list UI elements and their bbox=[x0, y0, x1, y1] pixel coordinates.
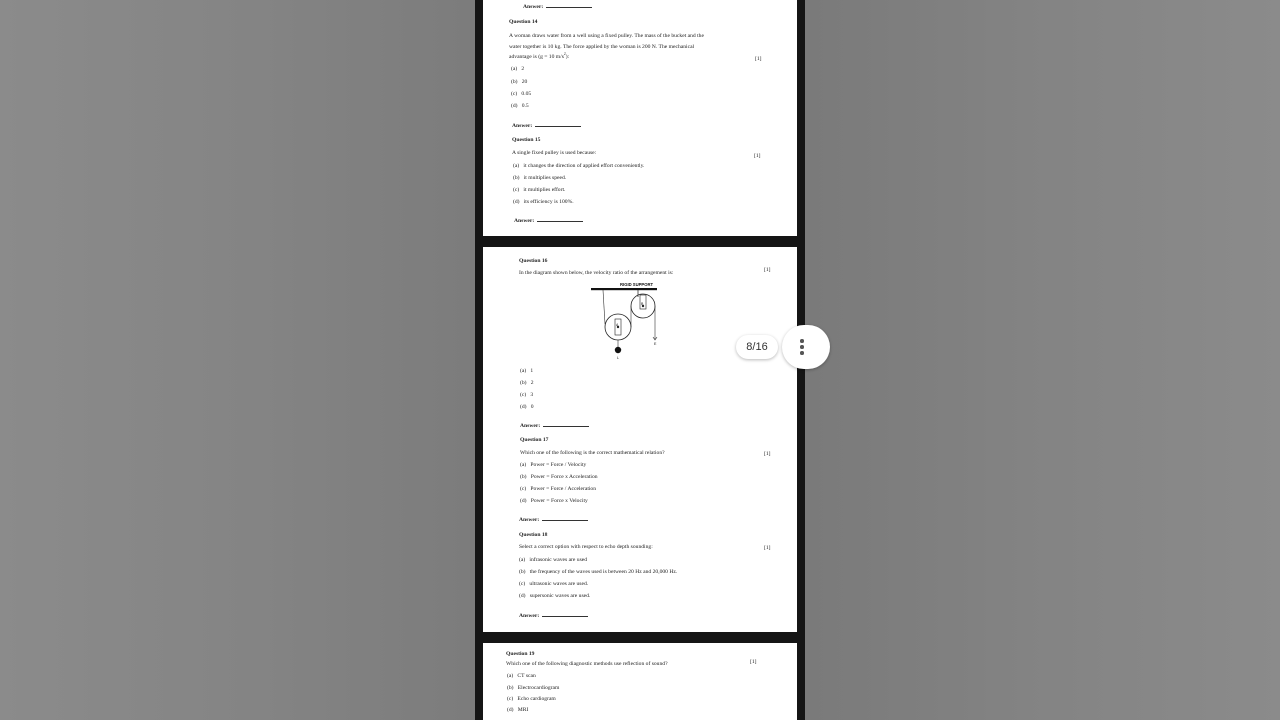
document-page-9 bbox=[483, 643, 797, 720]
option-d: (d) supersonic waves are used. bbox=[519, 593, 591, 599]
option-b: (b) 20 bbox=[511, 79, 528, 85]
option-c: (c) Power = Force / Acceleration bbox=[520, 486, 597, 492]
question-17-title: Question 17 bbox=[520, 437, 549, 443]
question-15-marks: [1] bbox=[754, 153, 761, 159]
question-17-prompt: Which one of the following is the correct mathematical relation? bbox=[520, 450, 665, 456]
answer-label: Answer: bbox=[520, 421, 589, 430]
pulley-diagram bbox=[583, 279, 683, 365]
question-14-line-1: A woman draws water from a well using a fixed pulley. The mass of the bucket and the bbox=[509, 33, 704, 39]
question-19-prompt: Which one of the following diagnostic methods use reflection of sound? bbox=[506, 661, 668, 667]
answer-label: Answer: bbox=[519, 611, 588, 620]
option-c: (c) Echo cardiogram bbox=[507, 696, 556, 702]
question-18-prompt: Select a correct option with respect to echo depth sounding: bbox=[519, 544, 653, 550]
pulley-a-label: A bbox=[616, 323, 619, 327]
answer-blank bbox=[542, 611, 588, 617]
rigid-support-bar bbox=[591, 288, 657, 290]
question-14-title: Question 14 bbox=[509, 19, 538, 25]
question-16-marks: [1] bbox=[764, 267, 771, 273]
document-viewer[interactable] bbox=[475, 0, 805, 720]
more-dots-icon bbox=[800, 351, 804, 355]
more-options-button[interactable] bbox=[782, 325, 830, 369]
option-d: (d) 0.5 bbox=[511, 103, 529, 109]
option-a: (a) CT scan bbox=[507, 673, 536, 679]
answer-blank bbox=[543, 421, 589, 427]
rigid-support-label: RIGID SUPPORT bbox=[620, 282, 654, 287]
option-b: (b) the frequency of the waves used is between 20 Hz and 20,000 Hz. bbox=[519, 569, 678, 575]
question-16-prompt: In the diagram shown below, the velocity ratio of the arrangement is: bbox=[519, 270, 674, 276]
question-19-title: Question 19 bbox=[506, 651, 535, 657]
option-b: (b) Power = Force x Acceleration bbox=[520, 474, 598, 480]
effort-label: E bbox=[654, 342, 657, 346]
answer-blank bbox=[537, 216, 583, 222]
option-d: (d) its efficiency is 100%. bbox=[513, 199, 574, 205]
answer-label: Answer: bbox=[514, 216, 583, 225]
question-15-title: Question 15 bbox=[512, 137, 541, 143]
question-19-marks: [1] bbox=[750, 659, 757, 665]
question-16-title: Question 16 bbox=[519, 258, 548, 264]
option-b: (b) Electrocardiogram bbox=[507, 685, 560, 691]
question-18-title: Question 18 bbox=[519, 532, 548, 538]
load-weight bbox=[615, 347, 621, 353]
option-b: (b) 2 bbox=[520, 380, 534, 386]
document-page-8 bbox=[483, 247, 797, 632]
document-page-7 bbox=[483, 0, 797, 236]
answer-blank bbox=[535, 121, 581, 127]
question-17-marks: [1] bbox=[764, 451, 771, 457]
option-d: (d) Power = Force x Velocity bbox=[520, 498, 588, 504]
pulley-b-label: B bbox=[641, 302, 644, 306]
page-indicator: 8/16 bbox=[736, 335, 778, 359]
answer-blank bbox=[546, 2, 592, 8]
answer-label: Answer: bbox=[512, 121, 581, 130]
answer-label: Answer: bbox=[523, 2, 592, 11]
option-a: (a) Power = Force / Velocity bbox=[520, 462, 587, 468]
option-c: (c) it multiplies effort. bbox=[513, 187, 566, 193]
answer-label: Answer: bbox=[519, 515, 588, 524]
option-c: (c) ultrasonic waves are used. bbox=[519, 581, 589, 587]
load-label: L bbox=[617, 356, 619, 360]
option-a: (a) 2 bbox=[511, 66, 525, 72]
question-14-line-3: advantage is (g = 10 $m/s^2$): bbox=[509, 52, 570, 60]
option-b: (b) it multiplies speed. bbox=[513, 175, 567, 181]
question-15-prompt: A single fixed pulley is used because: bbox=[512, 150, 597, 156]
option-a: (a) infrasonic waves are used bbox=[519, 557, 588, 563]
answer-blank bbox=[542, 515, 588, 521]
more-dots-icon bbox=[800, 345, 804, 349]
option-a: (a) it changes the direction of applied effort conveniently. bbox=[513, 163, 645, 169]
option-a: (a) 1 bbox=[520, 368, 534, 374]
question-14-line-2: water together is 10 kg. The force applied by the woman is 200 N. The mechanical bbox=[509, 44, 695, 50]
question-18-marks: [1] bbox=[764, 545, 771, 551]
option-d: (d) 0 bbox=[520, 404, 534, 410]
option-d: (d) MRI bbox=[507, 707, 529, 713]
more-dots-icon bbox=[800, 339, 804, 343]
option-c: (c) 3 bbox=[520, 392, 534, 398]
question-14-marks: [1] bbox=[755, 56, 762, 62]
option-c: (c) 0.05 bbox=[511, 91, 532, 97]
